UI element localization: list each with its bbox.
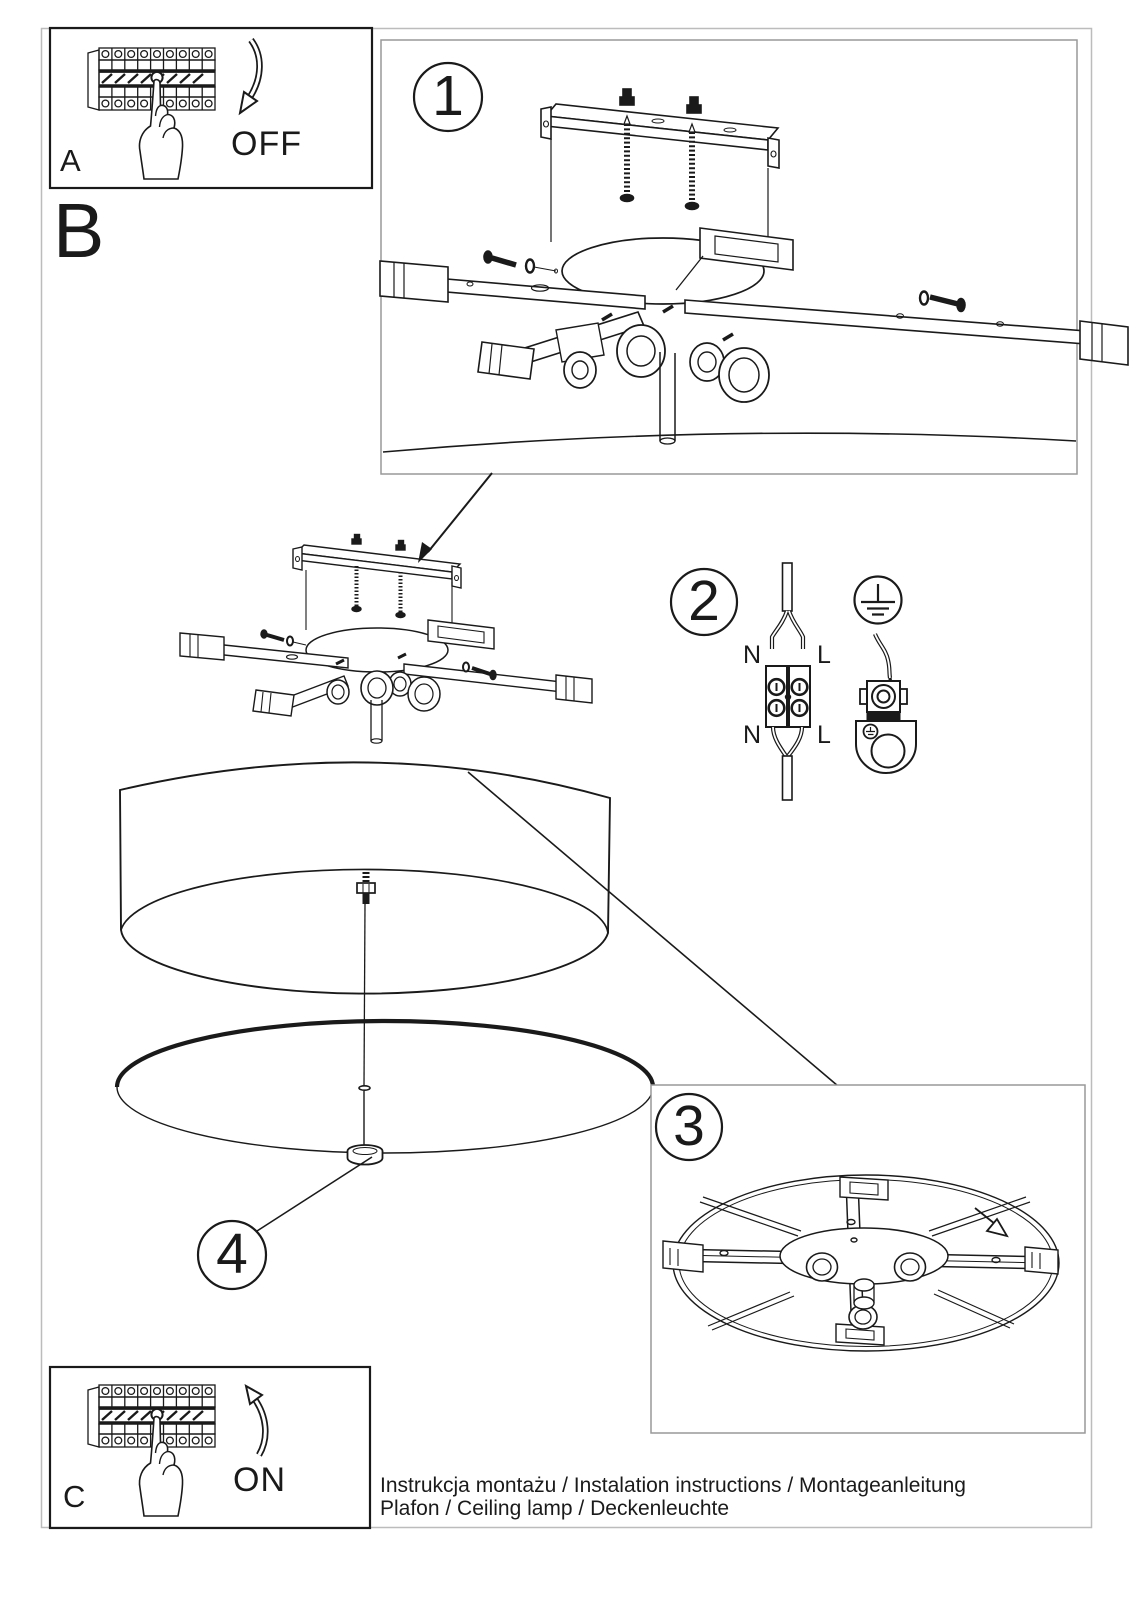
curved-arrow-down-icon [240,40,260,113]
figure4-leader-line [257,1157,372,1231]
on-label: ON [233,1461,286,1499]
figure3-number: 3 [673,1094,705,1158]
curved-arrow-up-icon [246,1386,265,1455]
footer-title-line: Instrukcja montażu / Instalation instructions / Montageanleitung [380,1474,966,1497]
earth-symbol-icon [855,577,902,624]
wire-n-top-label: N [742,640,762,669]
wire-l-bottom-label: L [817,720,831,749]
circuit-breaker-icon [88,1385,215,1516]
footer-product-line: Plafon / Ceiling lamp / Deckenleuchte [380,1497,730,1520]
step-a-label: A [60,143,81,178]
step-b-label: B [53,188,105,274]
mounting-bracket-small-icon [180,535,592,744]
diffuser-icon [117,1021,653,1165]
wire-l-top-label: L [817,640,831,669]
pointer-arrow-icon [418,473,492,563]
figure2-number: 2 [688,569,720,633]
wire-n-bottom-label: N [742,720,762,749]
earth-clamp-icon [856,634,916,773]
circuit-breaker-icon [88,48,215,179]
off-label: OFF [231,125,302,163]
terminal-block-icon [766,563,810,800]
figure4-number: 4 [216,1222,248,1286]
figure1-number: 1 [432,64,464,128]
step-c-label: C [63,1479,86,1514]
